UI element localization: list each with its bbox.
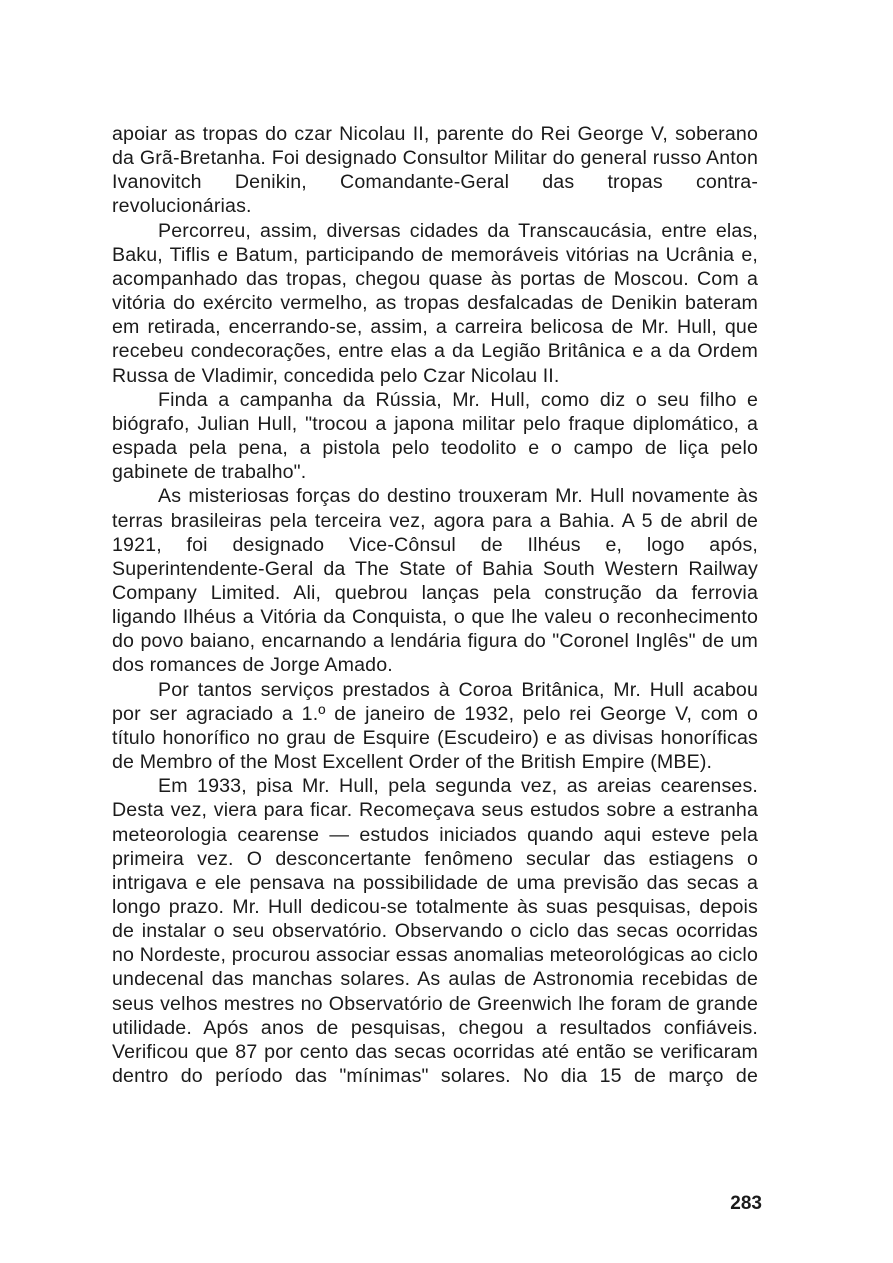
paragraph-bahia: As misteriosas forças do destino trouxeram Mr. Hull novamente às terras brasileiras pela terceira vez, agora para a Bahia. A 5 de abril de 1921, foi designado Vice-Cônsul de Ilhéus e, logo após, Superintendente-Geral da The State of Bahia South Western Railway Company Limited. Ali, quebrou lanças pela construção da ferrovia ligando Ilhéus a Vitória da Conquista, o que lhe valeu o reconhecimento do povo baiano, encarnando a lendária figura do "Coronel Inglês" de um dos romances de Jorge Amado.: [112, 485, 758, 677]
paragraph-russia-campaign: Finda a campanha da Rússia, Mr. Hull, como diz o seu filho e biógrafo, Julian Hull, "trocou a japona militar pelo fraque diplomático, a espada pela pena, a pistola pelo teodolito e o campo de liça pelo gabinete de trabalho".: [112, 388, 758, 484]
paragraph-honors: Por tantos serviços prestados à Coroa Britânica, Mr. Hull acabou por ser agraciado a 1.º de janeiro de 1932, pelo rei George V, com o título honorífico no grau de Esquire (Escudeiro) e as divisas honoríficas de Membro of the Most Excellent Order of the British Empire (MBE).: [112, 678, 758, 774]
page-number: 283: [730, 1193, 762, 1214]
paragraph-transcaucasia: Percorreu, assim, diversas cidades da Transcaucásia, entre elas, Baku, Tiflis e Batum, participando de memoráveis vitórias na Ucrânia e, acompanhado das tropas, chegou quase às portas de Moscou. Com a vitória do exército vermelho, as tropas desfalcadas de Denikin bateram em retirada, encerrando-se, assim, a carreira belicosa de Mr. Hull, que recebeu condecorações, entre elas a da Legião Britânica e a da Ordem Russa de Vladimir, concedida pelo Czar Nicolau II.: [112, 219, 758, 387]
paragraph-continuation: apoiar as tropas do czar Nicolau II, parente do Rei George V, soberano da Grã-Bretanha. Foi designado Consultor Militar do general russo Anton Ivanovitch Denikin, Comandante-Geral das tropas contra-revolucionárias.: [112, 123, 758, 218]
body-text: [112, 122, 758, 1088]
paragraph-ceara-research: Em 1933, pisa Mr. Hull, pela segunda vez, as areias cearenses. Desta vez, viera para ficar. Recomeçava seus estudos sobre a estranha meteorologia cearense — estudos iniciados quando aqui esteve pela primeira vez. O desconcertante fenômeno secular das estiagens o intrigava e ele pensava na possibilidade de uma previsão das secas a longo prazo. Mr. Hull dedicou-se totalmente às suas pesquisas, depois de instalar o seu observatório. Observando o ciclo das secas ocorridas no Nordeste, procurou associar essas anomalias meteorológicas ao ciclo undecenal das manchas solares. As aulas de Astronomia recebidas de seus velhos mestres no Observatório de Greenwich lhe foram de grande utilidade. Após anos de pesquisas, chegou a resultados confiáveis. Verificou que 87 por cento das secas ocorridas até então se verificaram dentro do período das "mínimas" solares. No dia 15 de março de: [112, 775, 758, 1088]
